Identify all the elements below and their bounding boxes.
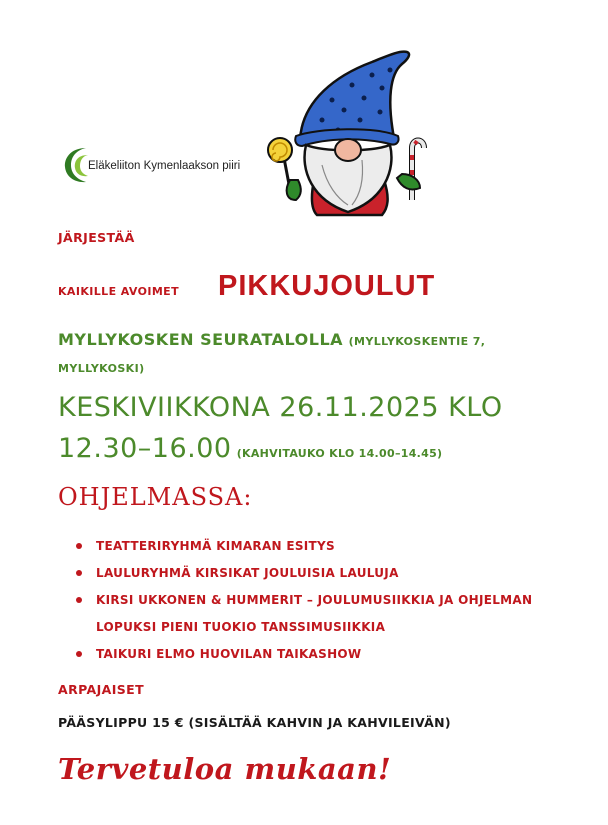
event-date: KESKIVIIKKONA 26.11.2025 KLO	[58, 392, 503, 423]
organizes-label: JÄRJESTÄÄ	[58, 230, 135, 245]
christmas-gnome-icon	[262, 40, 442, 220]
bullet-icon	[76, 543, 82, 549]
program-item	[76, 587, 576, 641]
bullet-icon	[76, 597, 82, 603]
ticket-info: PÄÄSYLIPPU 15 € (SISÄLTÄÄ KAHVIN JA KAHVILEIVÄN)	[58, 715, 451, 730]
program-list	[76, 533, 576, 668]
venue-address: (MYLLYKOSKENTIE 7, MYLLYKOSKI)	[58, 335, 486, 375]
program-item-text: KIRSI UKKONEN & HUMMERIT – JOULUMUSIIKKIA JA OHJELMAN LOPUKSI PIENI TUOKIO TANSSIMUSIIKKIA	[96, 593, 533, 634]
open-to-all-label: KAIKILLE AVOIMET	[58, 285, 180, 298]
logo-text: Eläkeliiton Kymenlaakson piiri	[88, 160, 241, 172]
welcome-text: Tervetuloa mukaan!	[58, 752, 392, 786]
program-item-text: TEATTERIRYHMÄ KIMARAN ESITYS	[96, 539, 335, 553]
organization-logo	[62, 143, 258, 187]
event-time-line	[58, 433, 442, 464]
venue-info	[58, 327, 558, 381]
event-title: PIKKUJOULUT	[218, 270, 436, 302]
program-item	[76, 560, 576, 587]
program-item-text: LAULURYHMÄ KIRSIKAT JOULUISIA LAULUJA	[96, 566, 399, 580]
event-time: 12.30–16.00	[58, 433, 232, 464]
program-item	[76, 533, 576, 560]
program-item-text: TAIKURI ELMO HUOVILAN TAIKASHOW	[96, 647, 362, 661]
bullet-icon	[76, 651, 82, 657]
lottery-label: ARPAJAISET	[58, 682, 145, 697]
venue-name: MYLLYKOSKEN SEURATALOLLA	[58, 330, 344, 349]
bullet-icon	[76, 570, 82, 576]
program-item	[76, 641, 576, 668]
program-heading: OHJELMASSA:	[58, 483, 253, 511]
coffee-break: (KAHVITAUKO KLO 14.00–14.45)	[236, 447, 443, 460]
